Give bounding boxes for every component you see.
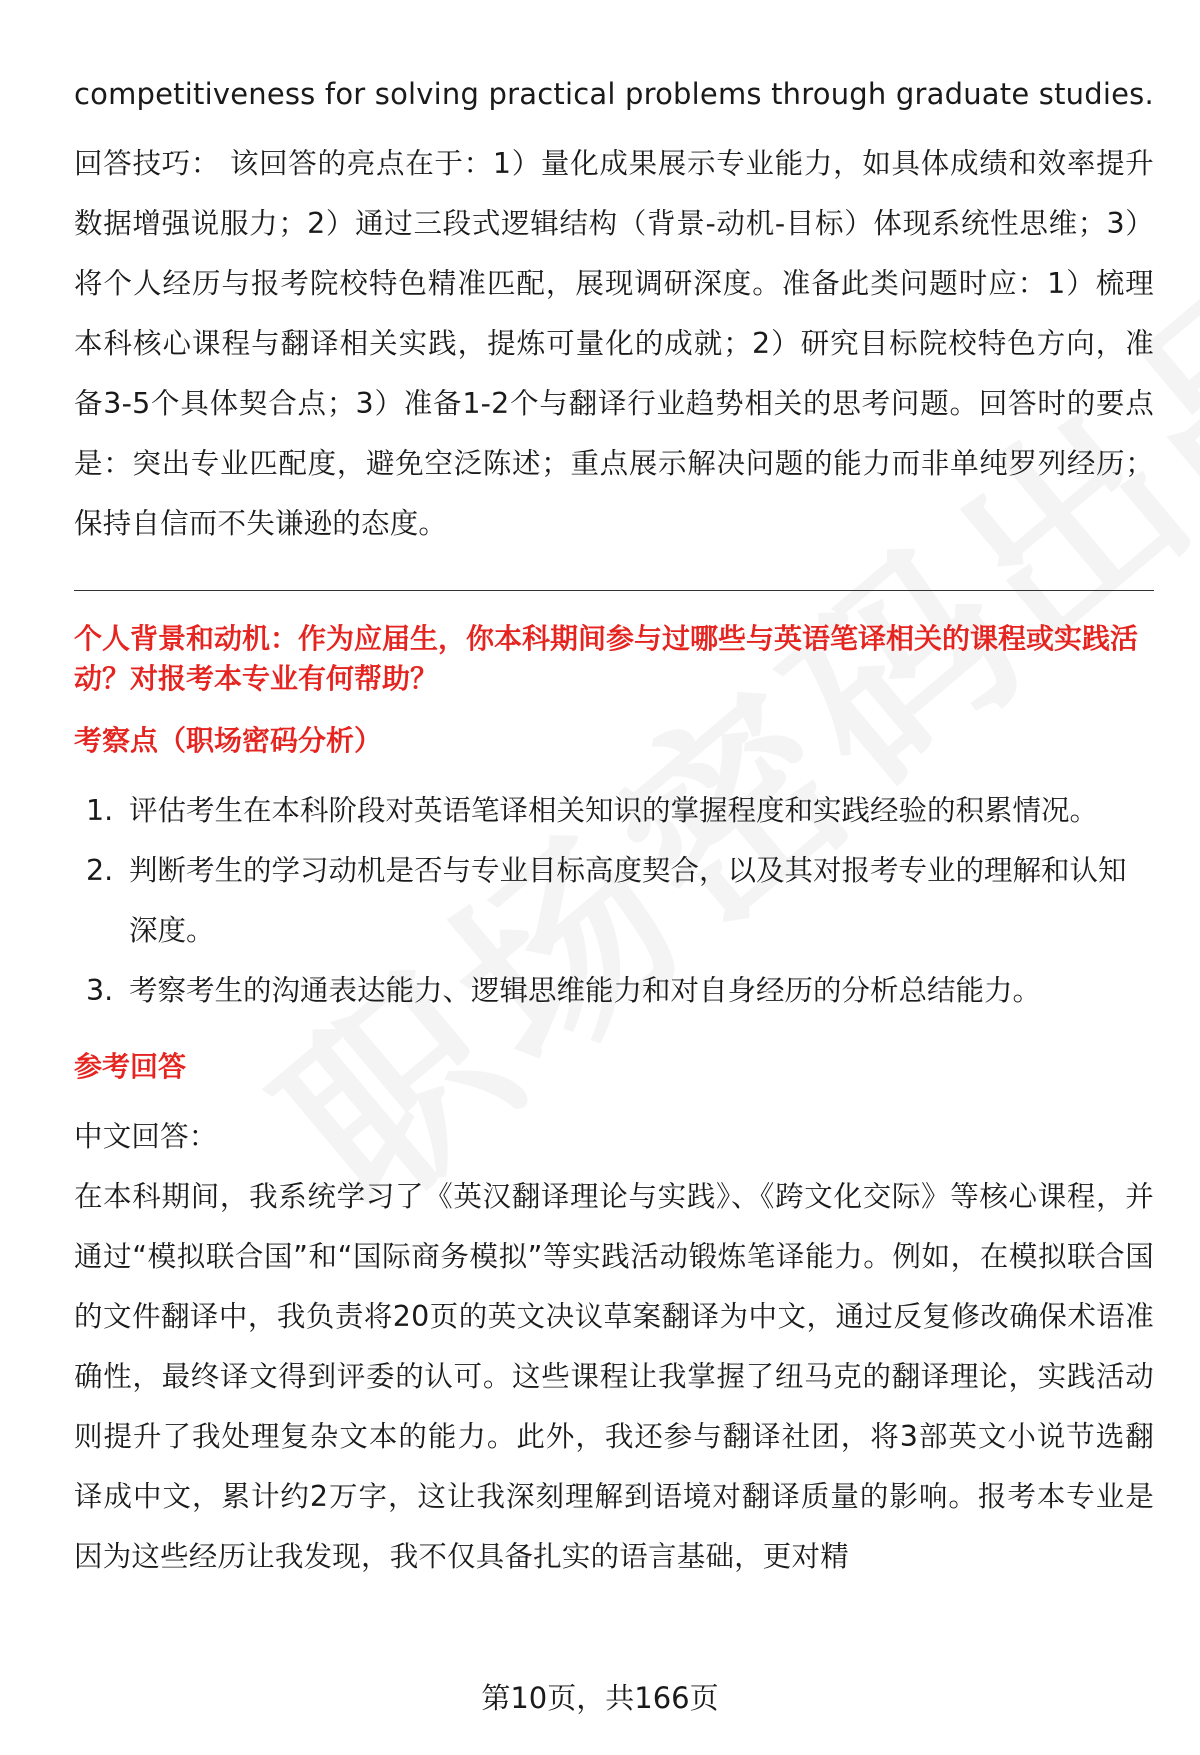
question-heading: 个人背景和动机：作为应届生，你本科期间参与过哪些与英语笔译相关的课程或实践活动？对报考本专业有何帮助？ bbox=[74, 622, 1139, 695]
page-footer: 第10页，共166页 bbox=[481, 1681, 719, 1715]
list-number: 3. bbox=[86, 974, 114, 1007]
chinese-answer-label: 中文回答： bbox=[74, 1120, 218, 1153]
list-item-text: 评估考生在本科阶段对英语笔译相关知识的掌握程度和实践经验的积累情况。 bbox=[129, 794, 1099, 827]
list-item bbox=[74, 841, 1154, 961]
answer-tip-paragraph: 回答技巧： 该回答的亮点在于：1）量化成果展示专业能力，如具体成绩和效率提升数据增强说服力；2）通过三段式逻辑结构（背景-动机-目标）体现系统性思维；3）将个人经历与报考院校特色精准匹配，展现调研深度。准备此类问题时应：1）梳理本科核心课程与翻译相关实践，提炼可量化的成就；2）研究目标院校特色方向，准备3-5个具体契合点；3）准备1-2个与翻译行业趋势相关的思考问题。回答时的要点是：突出专业匹配度，避免空泛陈述；重点展示解决问题的能力而非单纯罗列经历；保持自信而不失谦逊的态度。 bbox=[74, 147, 1154, 540]
chinese-answer-text: 在本科期间，我系统学习了《英汉翻译理论与实践》、《跨文化交际》等核心课程，并通过“模拟联合国”和“国际商务模拟”等实践活动锻炼笔译能力。例如，在模拟联合国的文件翻译中，我负责将20页的英文决议草案翻译为中文，通过反复修改确保术语准确性，最终译文得到评委的认可。这些课程让我掌握了纽马克的翻译理论，实践活动则提升了我处理复杂文本的能力。此外，我还参与翻译社团，将3部英文小说节选翻译成中文，累计约2万字，这让我深刻理解到语境对翻译质量的影响。报考本专业是因为这些经历让我发现，我不仅具备扎实的语言基础，更对精 bbox=[74, 1180, 1154, 1573]
document-body bbox=[74, 64, 1154, 1587]
section-divider bbox=[74, 590, 1154, 591]
list-number: 1. bbox=[86, 794, 114, 827]
focus-points-list bbox=[74, 781, 1154, 1021]
list-item bbox=[74, 781, 1154, 841]
intro-english-line: competitiveness for solving practical problems through graduate studies. bbox=[74, 77, 1154, 111]
list-item-text: 考察考生的沟通表达能力、逻辑思维能力和对自身经历的分析总结能力。 bbox=[129, 974, 1042, 1007]
list-number: 2. bbox=[86, 854, 114, 887]
reference-heading: 参考回答 bbox=[74, 1050, 187, 1083]
focus-heading: 考察点（职场密码分析） bbox=[74, 724, 383, 757]
list-item-text: 判断考生的学习动机是否与专业目标高度契合，以及其对报考专业的理解和认知深度。 bbox=[129, 854, 1127, 947]
list-item bbox=[74, 961, 1154, 1021]
answer-block bbox=[74, 1107, 1154, 1587]
